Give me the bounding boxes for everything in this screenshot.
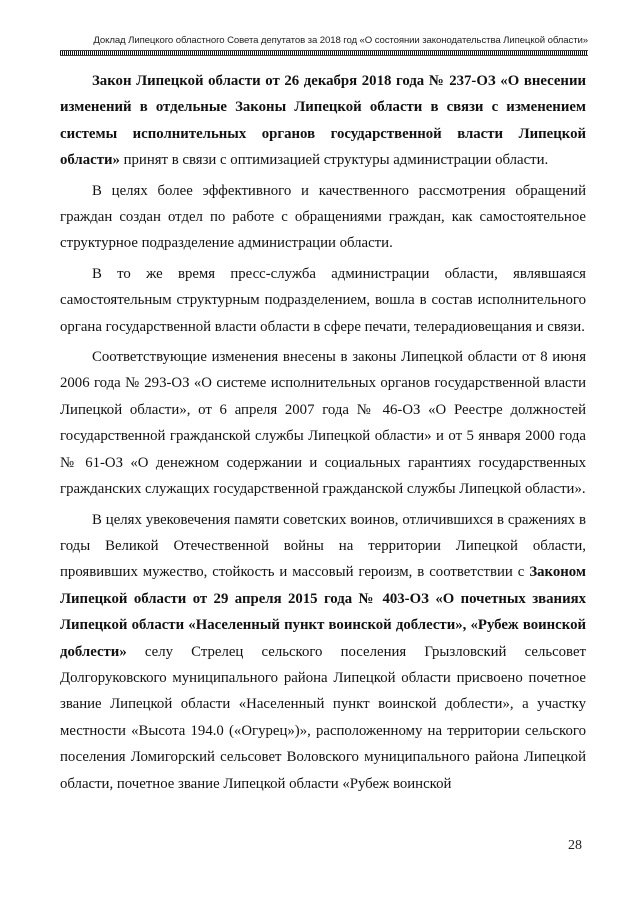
paragraph-text: В целях более эффективного и качественного рассмотрения обращений граждан создан отдел по работе с обращениями граждан, как самостоятельное структурное подразделение администрации области. [60, 182, 586, 252]
paragraph-text: принят в связи с оптимизацией структуры администрации области. [119, 152, 549, 169]
paragraph-text: селу Стрелец сельского поселения Грызловский сельсовет Долгоруковского муниципального района Липецкой области присвоено почетное звание Липецкой области «Населенный пункт воинской доблести», а участку местности «Высота 194.0 («Огурец»)», расположенному на территории сельского поселения Ломигорский сельсовет Воловского муниципального района Липецкой области, почетное звание Липецкой области «Рубеж воинской [60, 643, 586, 792]
paragraph-text: В то же время пресс-служба администрации области, являвшаяся самостоятельным структурным подразделением, вошла в состав исполнительного органа государственной власти области в сфере печати, телерадиовещания и связи. [60, 265, 586, 335]
page-number: 28 [568, 838, 582, 853]
paragraph-5 [60, 507, 586, 797]
law-reference-bold: Закон Липецкой области от 26 декабря 2018 года № 237-ОЗ «О внесении изменений в отдельные Законы Липецкой области в связи с изменением системы исполнительных органов государственной власти Липецкой области» [60, 73, 586, 169]
running-header: Доклад Липецкого областного Совета депутатов за 2018 год «О состоянии законодательства Липецкой области» [93, 35, 588, 46]
paragraph-text: В целях увековечения памяти советских воинов, отличившихся в сражениях в годы Великой Отечественной войны на территории Липецкой области, проявивших мужество, стойкость и массовый героизм, в соответствии с [60, 511, 586, 581]
paragraph-1 [60, 68, 586, 174]
paragraph-text: Соответствующие изменения внесены в законы Липецкой области от 8 июня 2006 года № 293-ОЗ «О системе исполнительных органов государственной власти Липецкой области», от 6 апреля 2007 года № 46-ОЗ «О Реестре должностей государственной гражданской службы Липецкой области» и от 5 января 2000 года № 61-ОЗ «О денежном содержании и социальных гарантиях государственных гражданских служащих государственной гражданской службы Липецкой области». [60, 349, 586, 498]
paragraph-4 [60, 344, 586, 502]
law-reference-bold: Законом Липецкой области от 29 апреля 2015 года № 403-ОЗ «О почетных званиях Липецкой области «Населенный пункт воинской доблести», «Рубеж воинской доблести» [60, 564, 586, 660]
paragraph-3 [60, 261, 586, 340]
document-body [60, 68, 586, 801]
header-rule [60, 50, 588, 56]
paragraph-2 [60, 178, 586, 257]
